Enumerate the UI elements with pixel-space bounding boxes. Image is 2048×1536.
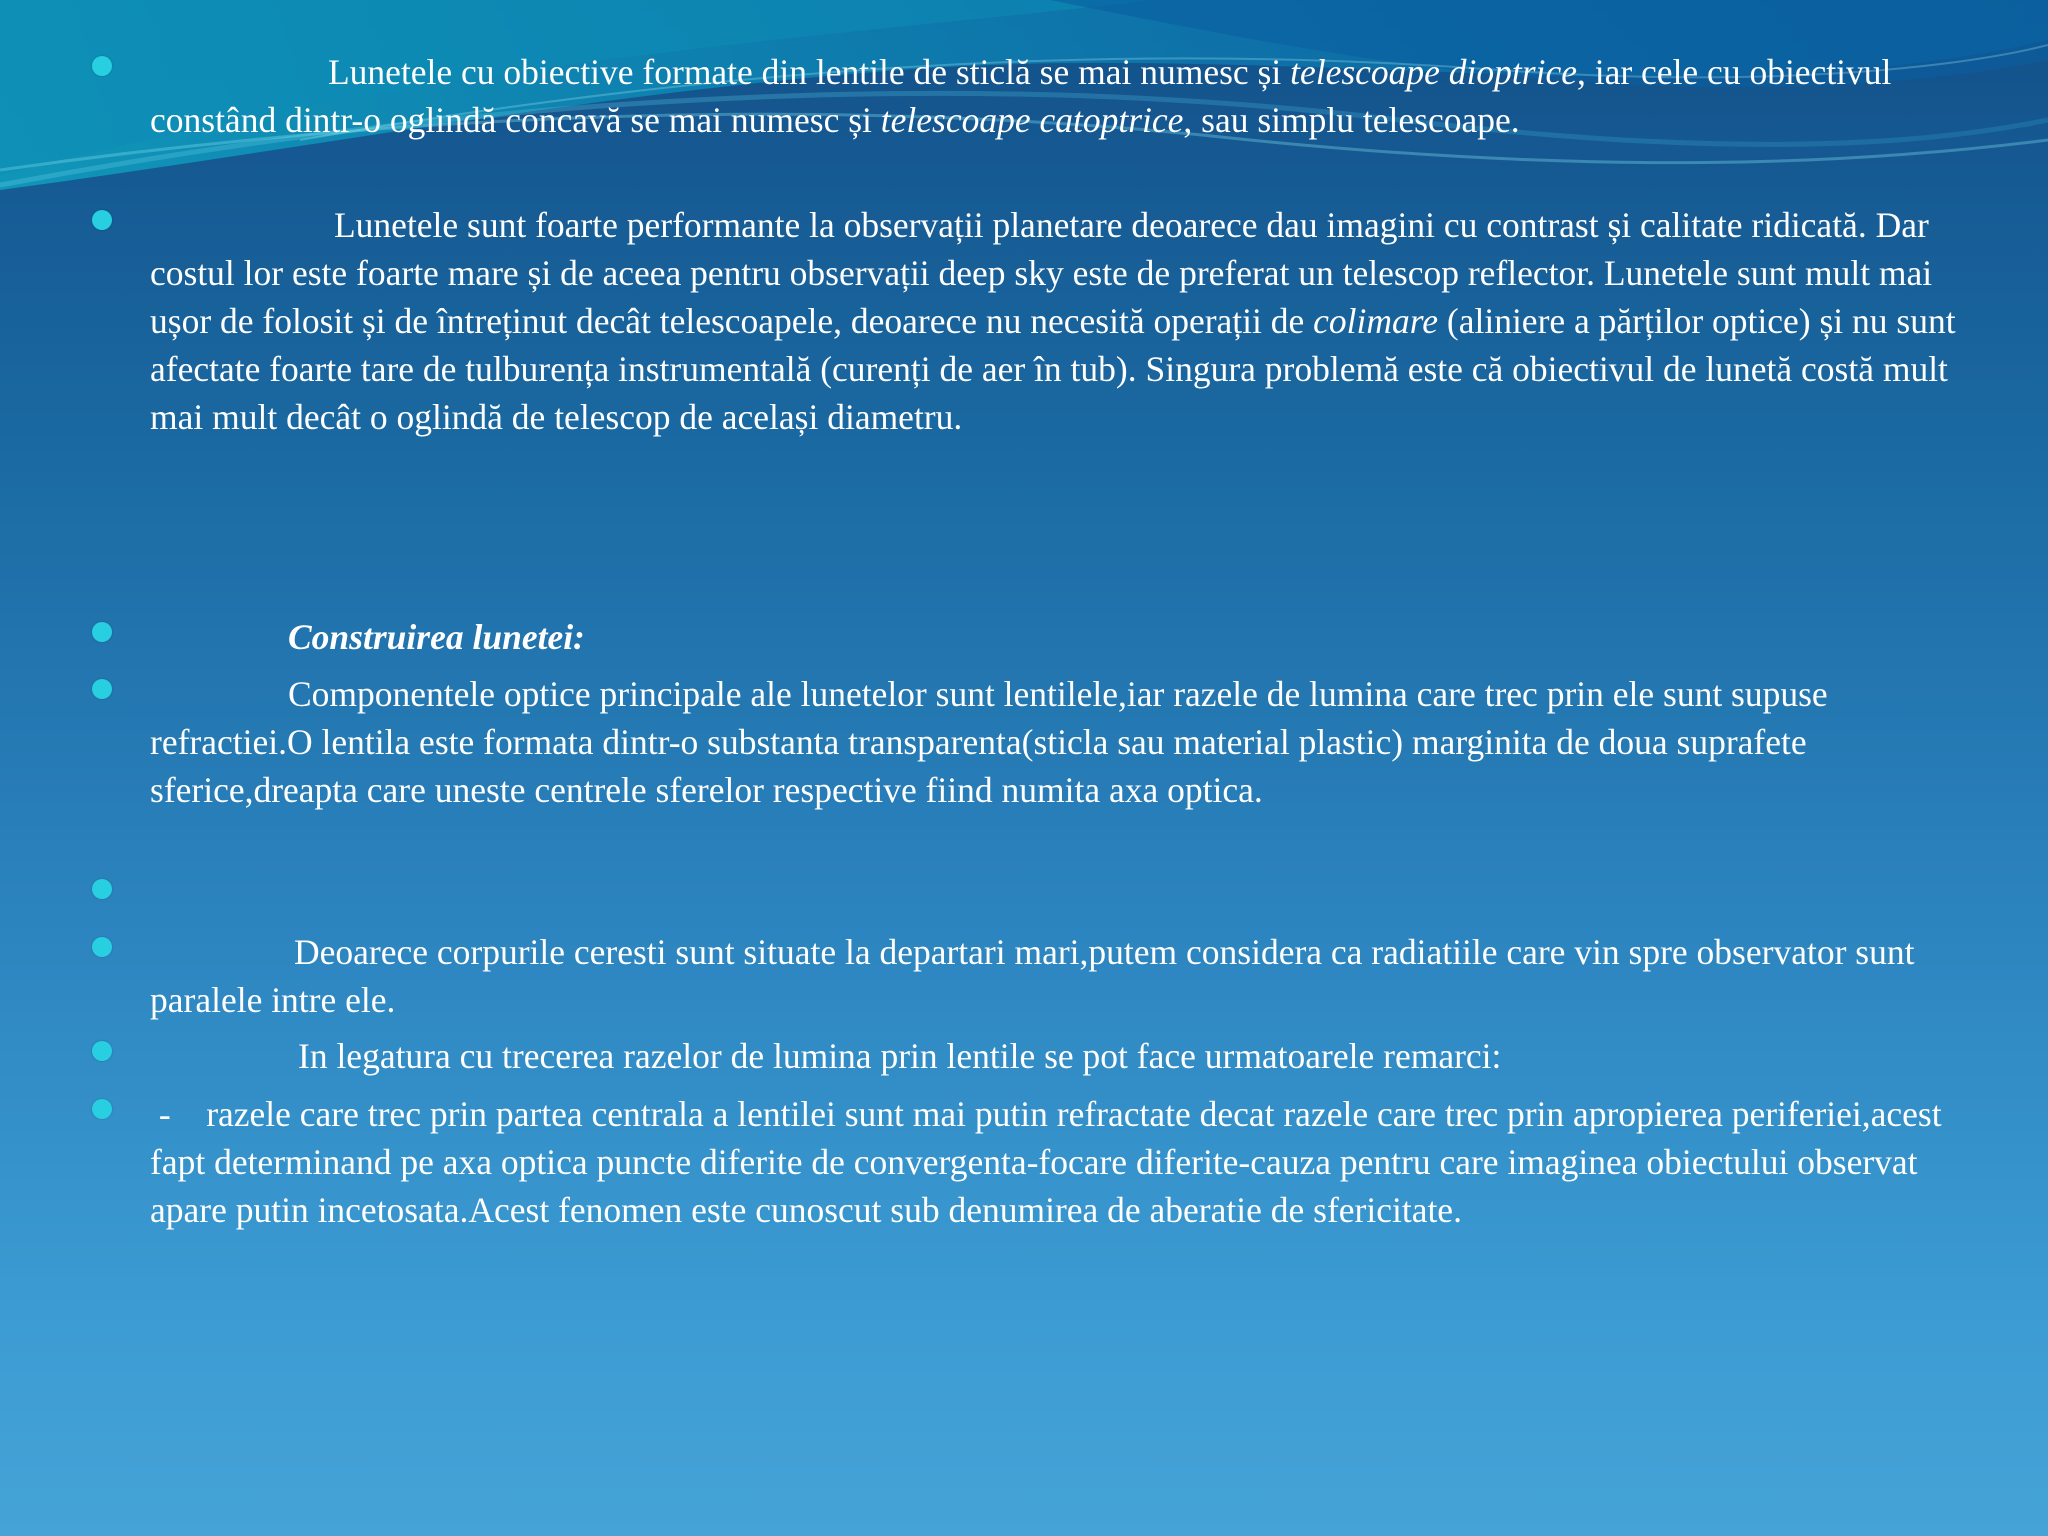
paragraph-parallel-rays xyxy=(150,928,1970,1024)
paragraph-remarks xyxy=(150,1032,1970,1080)
paragraph-performance xyxy=(150,201,1970,441)
paragraph-text: Lunetele cu obiective formate din lentile de sticlă se mai numesc și xyxy=(328,52,1291,92)
term-catoptric: telescoape catoptrice xyxy=(880,100,1184,140)
paragraph-components xyxy=(150,670,1970,814)
bullet-icon xyxy=(92,879,112,899)
bullet-icon xyxy=(92,56,112,76)
term-colimare: colimare xyxy=(1313,301,1439,341)
bullet-icon xyxy=(92,1041,112,1061)
paragraph-text: In legatura cu trecerea razelor de lumina prin lentile se pot face urmatoarele remarci: xyxy=(298,1036,1502,1076)
section-heading xyxy=(150,613,1970,661)
term-dioptric: telescoape dioptrice xyxy=(1290,52,1577,92)
bullet-icon xyxy=(92,210,112,230)
paragraph-spherical-aberration xyxy=(150,1090,1970,1234)
paragraph-text: (aliniere a părților optice) și nu sunt afectate foarte tare de tulburența instrumentală (curenți de aer în tub). Singura problemă este că obiectivul de lunetă costă mult mai mult decât o oglindă de telescop de același diametru. xyxy=(150,301,1956,437)
bullet-icon xyxy=(92,622,112,642)
paragraph-text: Deoarece corpurile ceresti sunt situate la departari mari,putem considera ca radiatiile care vin spre observator sunt paralele intre ele. xyxy=(150,932,1915,1020)
paragraph-text: Componentele optice principale ale lunetelor sunt lentilele,iar razele de lumina care trec prin ele sunt supuse refractiei.O lentila este formata dintr-o substanta transparenta(sticla sau material plastic) marginita de doua suprafete sferice,dreapta care uneste centrele sferelor respective fiind numita axa optica. xyxy=(150,674,1828,810)
bullet-icon xyxy=(92,937,112,957)
bullet-icon xyxy=(92,1099,112,1119)
paragraph-text: , sau simplu telescoape. xyxy=(1183,100,1520,140)
heading-text: Construirea lunetei: xyxy=(288,617,585,657)
bullet-icon xyxy=(92,679,112,699)
paragraph-text: Lunetele sunt foarte performante la observații planetare deoarece dau imagini cu contrast și calitate ridicată. Dar costul lor este foarte mare și de aceea pentru observații deep sky este de preferat un telescop reflector. Lunetele sunt mult mai ușor de folosit și de întreținut decât telescoapele, deoarece nu necesită operații de xyxy=(150,205,1933,341)
paragraph-text: , iar cele cu obiectivul constând dintr-o oglindă concavă se mai numesc și xyxy=(150,52,1892,140)
paragraph-text: - razele care trec prin partea centrala a lentilei sunt mai putin refractate decat razele care trec prin apropierea periferiei,acest fapt determinand pe axa optica puncte diferite de convergenta-focare diferite-cauza pentru care imaginea obiectului observat apare putin incetosata.Acest fenomen este cunoscut sub denumirea de aberatie de sfericitate. xyxy=(150,1094,1951,1230)
paragraph-refractors xyxy=(150,48,1970,144)
